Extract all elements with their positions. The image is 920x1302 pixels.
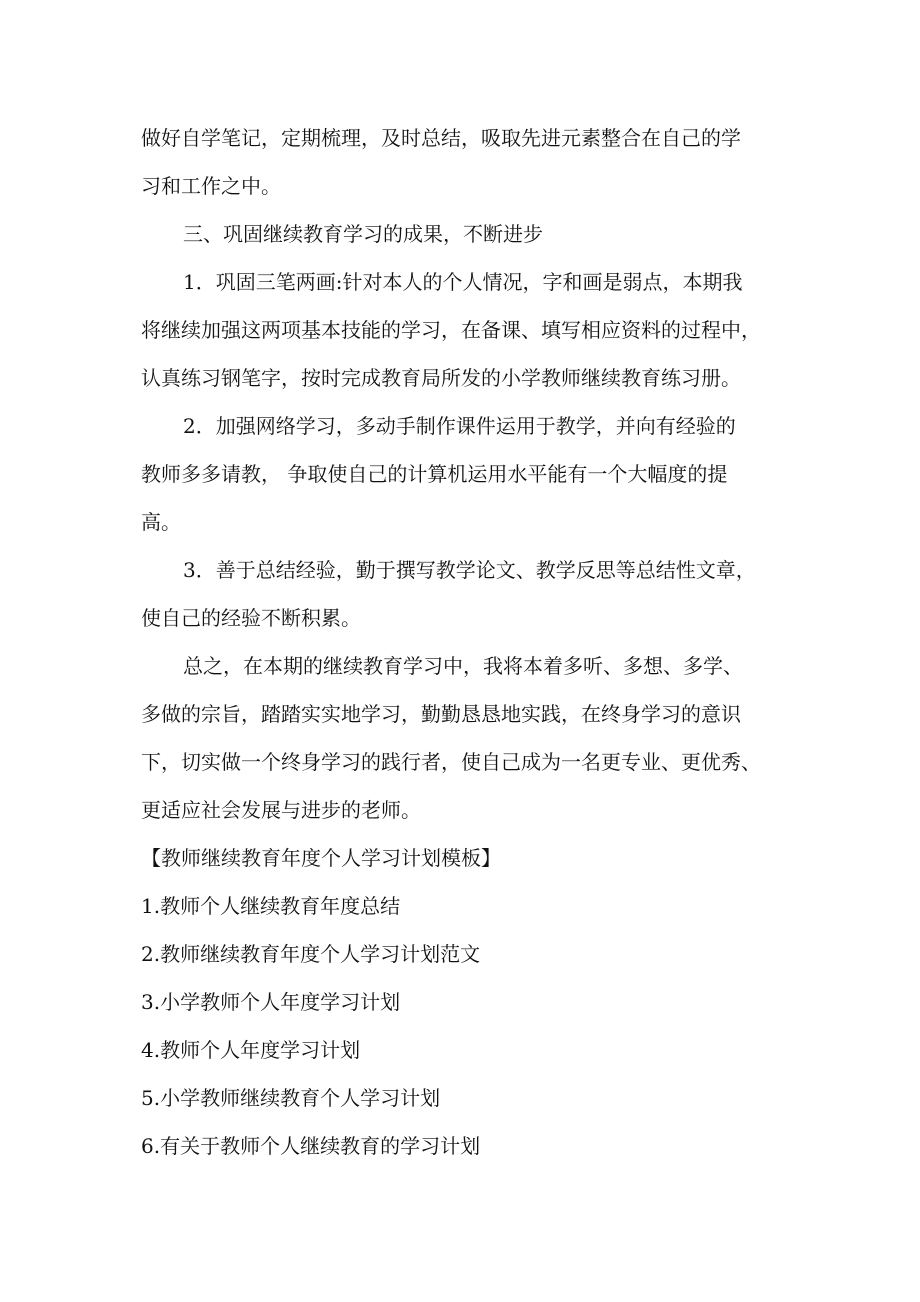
related-articles [141,834,791,1170]
text-line: 3．善于总结经验，勤于撰写教学论文、教学反思等总结性文章， [183,558,756,582]
related-link[interactable]: 5.小学教师继续教育个人学习计划 [141,1086,441,1110]
related-link[interactable]: 1.教师个人继续教育年度总结 [141,894,401,918]
related-link[interactable]: 4.教师个人年度学习计划 [141,1038,361,1062]
text-line: 将继续加强这两项基本技能的学习，在备课、填写相应资料的过程中， [141,318,761,342]
text-line: 做好自学笔记，定期梳理，及时总结，吸取先进元素整合在自己的学 [141,126,741,150]
paragraph-item-3 [141,546,791,642]
text-line: 使自己的经验不断积累。 [141,606,361,630]
text-line: 三、巩固继续教育学习的成果，不断进步 [183,222,543,246]
paragraph-summary [141,642,791,834]
text-line: 2．加强网络学习，多动手制作课件运用于教学，并向有经验的 [183,414,736,438]
paragraph-item-1 [141,258,791,402]
section-heading-three [141,210,791,258]
related-link[interactable]: 6.有关于教师个人继续教育的学习计划 [141,1134,481,1158]
text-line: 习和工作之中。 [141,174,281,198]
document-body [141,114,791,1170]
text-line: 更适应社会发展与进步的老师。 [141,798,421,822]
related-heading: 【教师继续教育年度个人学习计划模板】 [141,846,501,870]
text-line: 下，切实做一个终身学习的践行者，使自己成为一名更专业、更优秀、 [141,750,761,774]
text-line: 多做的宗旨，踏踏实实地学习，勤勤恳恳地实践，在终身学习的意识 [141,702,741,726]
paragraph-item-2 [141,402,791,546]
text-line: 高。 [141,510,181,534]
text-line: 认真练习钢笔字，按时完成教育局所发的小学教师继续教育练习册。 [141,366,741,390]
related-link[interactable]: 2.教师继续教育年度个人学习计划范文 [141,942,481,966]
text-line: 1．巩固三笔两画:针对本人的个人情况，字和画是弱点，本期我 [183,270,743,294]
related-link[interactable]: 3.小学教师个人年度学习计划 [141,990,401,1014]
text-line: 教师多多请教， 争取使自己的计算机运用水平能有一个大幅度的提 [141,462,728,486]
paragraph-self-study-notes [141,114,791,210]
text-line: 总之，在本期的继续教育学习中，我将本着多听、多想、多学、 [183,654,743,678]
